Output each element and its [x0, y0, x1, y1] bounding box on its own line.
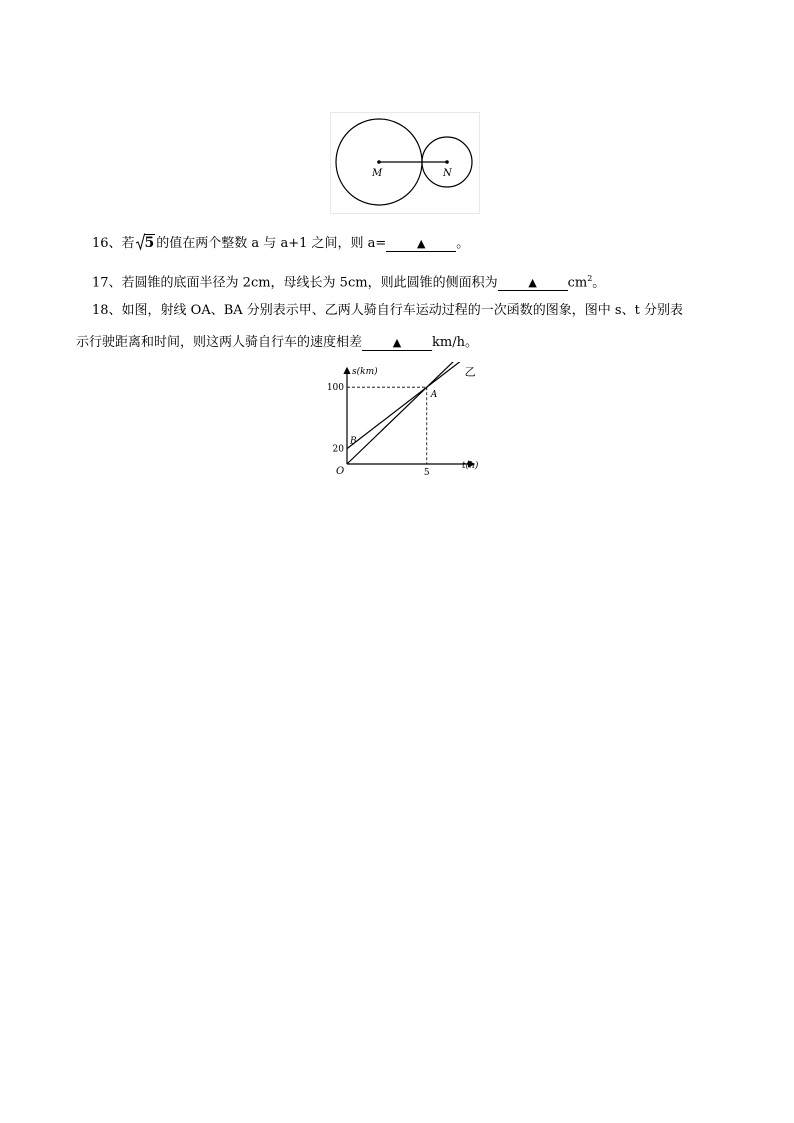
distance-time-chart	[326, 362, 482, 480]
q16-prefix: 16、若	[92, 236, 135, 251]
series-label-yi: 乙	[464, 365, 476, 379]
point-n	[445, 160, 449, 164]
label-n: N	[443, 168, 452, 179]
q16-middle: 的值在两个整数 a 与 a+1 之间，则 a=	[156, 236, 387, 251]
circles-figure	[330, 112, 480, 214]
sqrt-expression	[136, 234, 156, 253]
q17-suffix: 。	[592, 275, 606, 291]
q17-unit: cm	[567, 275, 588, 291]
sqrt-radicand: 5	[144, 235, 155, 251]
y-tick-label-20: 20	[332, 444, 344, 455]
origin-label: O	[336, 466, 345, 477]
x-axis-label: t(h)	[462, 461, 479, 471]
question-18-line-1: 18、如图，射线 OA、BA 分别表示甲、乙两人骑自行车运动过程的一次函数的图象，图中 s、t 分别表	[92, 303, 683, 318]
q16-suffix: 。	[456, 236, 470, 251]
q16-answer-blank[interactable]	[386, 237, 456, 252]
q16-answer-mark: ▲	[417, 237, 426, 250]
series-line-jia	[347, 362, 463, 464]
q18-line2-prefix: 示行驶距离和时间，则这两人骑自行车的速度相差	[76, 335, 363, 350]
question-16	[92, 234, 469, 253]
point-m	[377, 160, 381, 164]
question-18-line-2	[76, 334, 478, 352]
label-m: M	[372, 168, 383, 179]
q18-answer-blank[interactable]	[362, 336, 432, 351]
y-tick-label-100: 100	[326, 383, 344, 394]
q17-unit-exponent: 2	[587, 274, 593, 283]
q17-answer-blank[interactable]	[498, 276, 568, 291]
point-label-b: B	[350, 436, 357, 447]
q18-unit: km/h。	[432, 335, 478, 350]
q17-answer-mark: ▲	[528, 276, 537, 290]
question-17	[92, 270, 605, 292]
x-tick-label-5: 5	[423, 468, 430, 478]
y-axis-label: s(km)	[352, 367, 378, 377]
q17-prefix: 17、若圆锥的底面半径为 2cm，母线长为 5cm，则此圆锥的侧面积为	[92, 275, 498, 291]
point-label-a: A	[430, 390, 438, 401]
q18-answer-mark: ▲	[392, 336, 402, 349]
